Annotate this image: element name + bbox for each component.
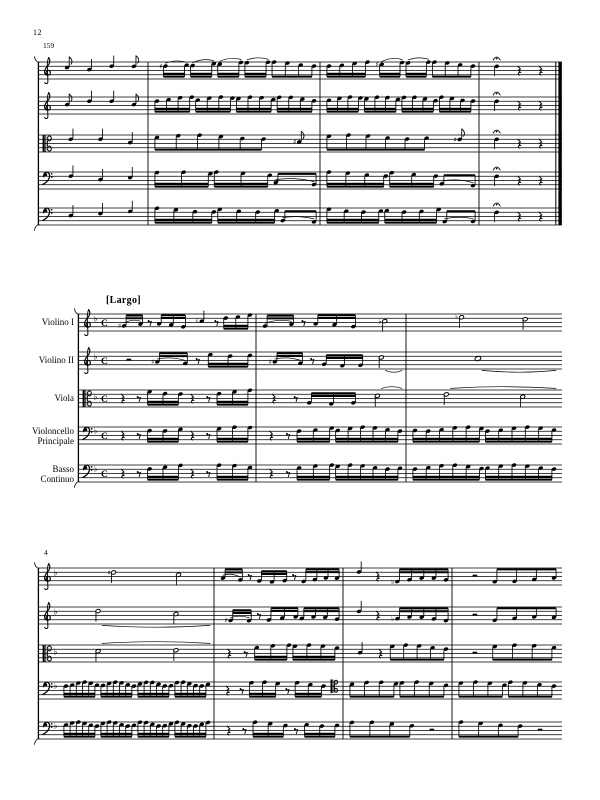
measure-number-159: 159 — [43, 41, 55, 50]
svg-text:♭: ♭ — [391, 577, 395, 586]
svg-text:♭: ♭ — [93, 426, 98, 437]
svg-text:♭: ♭ — [53, 607, 58, 618]
system-1-staff-1 — [45, 91, 542, 119]
svg-text:♮: ♮ — [455, 313, 458, 322]
instrument-label: Basso — [52, 464, 74, 474]
svg-text:♭: ♭ — [93, 392, 98, 403]
svg-text:♭: ♭ — [391, 614, 395, 623]
svg-text:♯: ♯ — [224, 616, 228, 625]
svg-text:♯: ♯ — [151, 358, 155, 367]
svg-text:♭: ♭ — [93, 352, 98, 363]
system-3-staff-1 — [45, 601, 557, 629]
svg-text:C: C — [101, 319, 108, 329]
system-1-staff-2 — [43, 129, 542, 152]
svg-text:♯: ♯ — [453, 135, 457, 144]
instrument-label: Principale — [37, 436, 74, 446]
svg-text:♯: ♯ — [117, 322, 122, 331]
svg-text:C: C — [101, 432, 108, 442]
system-1 — [35, 56, 563, 231]
svg-text:♯: ♯ — [268, 358, 272, 367]
instrument-label: Viola — [54, 393, 74, 403]
svg-text:♭: ♭ — [378, 317, 382, 326]
instrument-label: Violino II — [38, 355, 74, 365]
svg-text:♭: ♭ — [53, 647, 58, 658]
svg-text:C: C — [101, 395, 108, 405]
svg-text:♯: ♯ — [293, 138, 297, 147]
instrument-label: Violoncello — [32, 426, 74, 436]
tempo-marking: [Largo] — [106, 295, 141, 306]
measure-number-4: 4 — [44, 548, 48, 557]
system-2 — [75, 309, 563, 488]
svg-text:♯: ♯ — [375, 60, 379, 69]
svg-text:♮: ♮ — [195, 317, 198, 326]
instrument-label: Violino I — [41, 317, 74, 327]
svg-text:♭: ♭ — [53, 681, 58, 692]
svg-text:♭: ♭ — [93, 314, 98, 325]
svg-text:♭: ♭ — [53, 568, 58, 579]
page-number: 12 — [33, 28, 42, 37]
system-3 — [35, 561, 563, 744]
svg-text:C: C — [101, 470, 108, 480]
svg-text:♯: ♯ — [107, 568, 111, 577]
instrument-label: Continuo — [40, 474, 74, 484]
svg-text:♯: ♯ — [159, 62, 163, 71]
svg-text:C: C — [101, 357, 108, 367]
svg-text:♭: ♭ — [53, 721, 58, 732]
svg-text:♭: ♭ — [93, 464, 98, 475]
